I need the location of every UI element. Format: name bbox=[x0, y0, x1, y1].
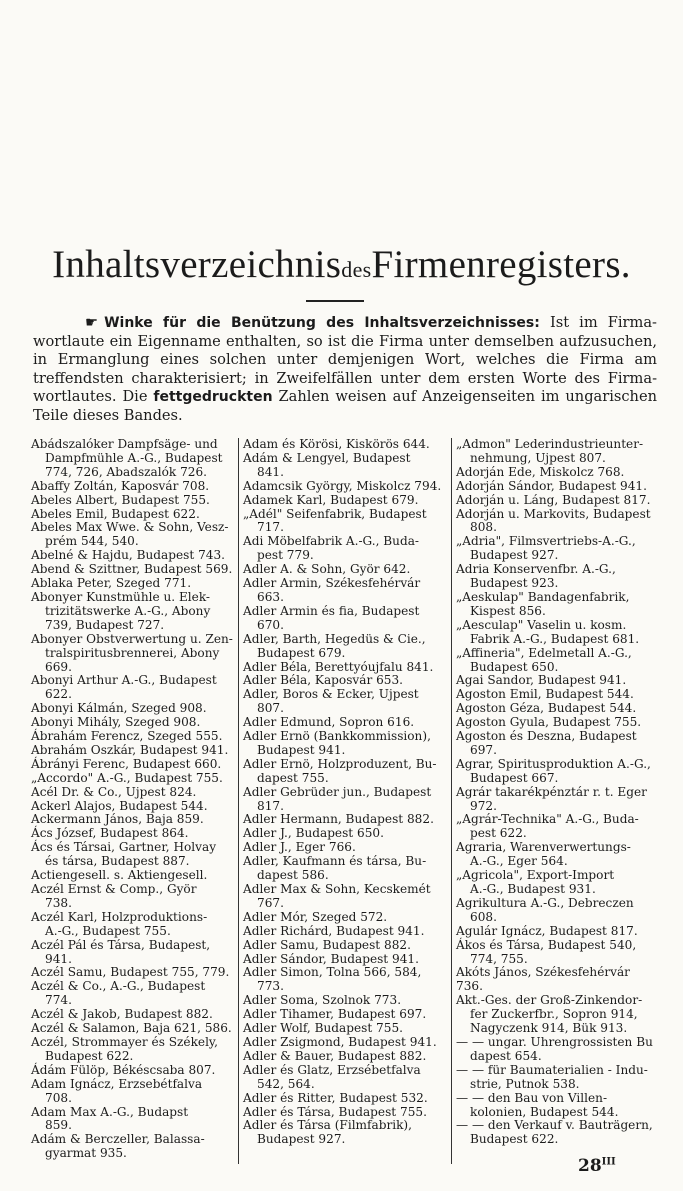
index-entry bbox=[243, 925, 447, 939]
index-entry bbox=[456, 508, 658, 536]
index-entry bbox=[31, 980, 235, 1008]
entry-continuation: 670. bbox=[257, 617, 284, 632]
index-entry bbox=[31, 911, 235, 939]
entry-continuation: Kispest 856. bbox=[470, 603, 546, 618]
entry-text: Adorján u. Láng, Budapest 817. bbox=[456, 492, 651, 507]
entry-continuation: 972. bbox=[470, 798, 497, 813]
index-entry bbox=[31, 1022, 235, 1036]
entry-continuation: dapest 586. bbox=[257, 868, 329, 883]
entry-text: „Aesculap" Vaselin u. kosm. bbox=[456, 617, 627, 632]
entry-text: Agrár takarékpénztár r. t. Eger bbox=[456, 784, 647, 799]
title-part-2: des bbox=[341, 257, 372, 282]
index-entry bbox=[456, 591, 658, 619]
entry-text: Agoston és Deszna, Budapest bbox=[456, 729, 637, 744]
index-entry bbox=[243, 605, 447, 633]
entry-text: Ackermann János, Baja 859. bbox=[31, 812, 204, 827]
usage-notes-line bbox=[33, 388, 657, 407]
entry-text: Abonyi Mihály, Szeged 908. bbox=[31, 715, 201, 730]
entry-text: Adler, Barth, Hegedüs & Cie., bbox=[243, 631, 426, 646]
entry-text: Aczél & Jakob, Budapest 882. bbox=[31, 1007, 213, 1022]
index-entry bbox=[456, 466, 658, 480]
index-entry bbox=[243, 1050, 447, 1064]
entry-text: Adler & Bauer, Budapest 882. bbox=[243, 1048, 427, 1063]
index-entry bbox=[243, 633, 447, 661]
index-entry bbox=[31, 883, 235, 911]
entry-continuation: pest 622. bbox=[470, 826, 527, 841]
index-entry bbox=[31, 716, 235, 730]
entry-text: Adler Ernö (Bankkommission), bbox=[243, 729, 431, 744]
entry-continuation: 717. bbox=[257, 520, 284, 535]
entry-continuation: Budapest 941. bbox=[257, 742, 346, 757]
pointing-hand-icon: ☛ bbox=[85, 314, 99, 331]
entry-text: — — für Baumaterialien - Indu- bbox=[456, 1062, 648, 1077]
entry-text: Acél Dr. & Co., Ujpest 824. bbox=[31, 784, 197, 799]
index-entry bbox=[456, 438, 658, 466]
entry-continuation: Budapest 622. bbox=[45, 1048, 134, 1063]
usage-notes-line: in Ermanglung eines solchen unter demjenigen Wort, welches die Firma am bbox=[33, 351, 657, 369]
entry-text: Adler Mór, Szeged 572. bbox=[243, 909, 388, 924]
entry-text: Adler J., Eger 766. bbox=[243, 840, 356, 855]
entry-text: Aczél Karl, Holzproduktions- bbox=[31, 909, 208, 924]
entry-continuation: Budapest 923. bbox=[470, 576, 559, 591]
entry-continuation: 808. bbox=[470, 520, 497, 535]
index-entry bbox=[243, 883, 447, 911]
column-divider bbox=[238, 438, 239, 1164]
index-entry bbox=[243, 688, 447, 716]
usage-notes-text: Ist im Firma- bbox=[549, 314, 657, 331]
index-entry bbox=[31, 633, 235, 675]
entry-text: Agoston Emil, Budapest 544. bbox=[456, 687, 634, 702]
entry-continuation: 941. bbox=[45, 951, 72, 966]
index-entry bbox=[243, 1022, 447, 1036]
entry-text: Adám & Berczeller, Balassa- bbox=[31, 1132, 205, 1147]
entry-continuation: 767. bbox=[257, 895, 284, 910]
entry-continuation: 807. bbox=[257, 701, 284, 716]
entry-continuation: 739, Budapest 727. bbox=[45, 617, 165, 632]
entry-text: Aczél Ernst & Comp., Györ bbox=[31, 882, 197, 896]
entry-continuation: dapest 755. bbox=[257, 770, 329, 785]
index-entry bbox=[31, 1064, 235, 1078]
entry-text: Adler Max & Sohn, Kecskemét bbox=[243, 882, 431, 896]
index-entry bbox=[243, 1036, 447, 1050]
index-entry bbox=[456, 786, 658, 814]
entry-text: Abonyi Arthur A.-G., Budapest bbox=[31, 673, 217, 688]
entry-text: Actiengesell. s. Aktiengesell. bbox=[31, 868, 208, 883]
entry-text: Akóts János, Székesfehérvár 736. bbox=[456, 965, 630, 994]
index-entry bbox=[456, 994, 658, 1036]
index-entry bbox=[243, 674, 447, 688]
entry-continuation: A.-G., Budapest 755. bbox=[45, 923, 171, 938]
entry-continuation: trizitätswerke A.-G., Abony bbox=[45, 603, 211, 618]
index-entry bbox=[31, 800, 235, 814]
entry-text: Abrahám Oszkár, Budapest 941. bbox=[31, 742, 229, 757]
entry-text: Ábrányi Ferenc, Budapest 660. bbox=[31, 756, 222, 771]
entry-continuation: 841. bbox=[257, 464, 284, 479]
page-number bbox=[578, 1156, 616, 1176]
index-entry bbox=[31, 563, 235, 577]
usage-notes-text: wortlautes. Die bbox=[33, 388, 148, 406]
index-entry bbox=[243, 577, 447, 605]
entry-text: Adler Soma, Szolnok 773. bbox=[243, 993, 402, 1008]
entry-continuation: Fabrik A.-G., Budapest 681. bbox=[470, 631, 640, 646]
index-entry bbox=[456, 494, 658, 508]
index-entry bbox=[456, 535, 658, 563]
entry-continuation: 774. bbox=[45, 993, 72, 1008]
index-entry bbox=[243, 480, 447, 494]
entry-text: Adler, Kaufmann és társa, Bu- bbox=[243, 854, 427, 869]
entry-text: Adler Béla, Berettyóujfalu 841. bbox=[243, 659, 434, 674]
usage-notes-line: wortlaute ein Eigenname enthalten, so ist die Firma unter demselben aufzusuchen, bbox=[33, 332, 657, 350]
entry-continuation: nehmung, Ujpest 807. bbox=[470, 450, 606, 465]
usage-notes bbox=[33, 314, 657, 426]
index-entry bbox=[31, 438, 235, 480]
entry-text: Abaffy Zoltán, Kaposvár 708. bbox=[31, 478, 210, 493]
entry-text: Aczél Samu, Budapest 755, 779. bbox=[31, 965, 230, 980]
entry-text: Adamcsik György, Miskolcz 794. bbox=[243, 478, 442, 493]
entry-text: Ács és Társai, Gartner, Holvay bbox=[31, 840, 217, 855]
entry-continuation: 859. bbox=[45, 1118, 72, 1133]
index-entry bbox=[31, 1036, 235, 1064]
entry-text: „Aeskulap" Bandagenfabrik, bbox=[456, 589, 630, 604]
entry-text: Abend & Szittner, Budapest 569. bbox=[31, 562, 233, 577]
entry-continuation: strie, Putnok 538. bbox=[470, 1076, 580, 1091]
index-entry bbox=[456, 897, 658, 925]
entry-text: „Accordo" A.-G., Budapest 755. bbox=[31, 770, 223, 785]
entry-text: Adler A. & Sohn, Györ 642. bbox=[243, 562, 411, 577]
entry-continuation: 817. bbox=[257, 798, 284, 813]
index-entry bbox=[243, 1092, 447, 1106]
index-entry bbox=[31, 521, 235, 549]
entry-text: Agrar, Spiritusproduktion A.-G., bbox=[456, 756, 651, 771]
page-number-suffix: III bbox=[601, 1156, 616, 1168]
index-entry bbox=[243, 786, 447, 814]
index-entry bbox=[243, 841, 447, 855]
entry-text: Abeles Albert, Budapest 755. bbox=[31, 492, 210, 507]
entry-text: Adler és Glatz, Erzsébetfalva bbox=[243, 1062, 421, 1077]
entry-continuation: gyarmat 935. bbox=[45, 1146, 127, 1161]
entry-text: Adler és Ritter, Budapest 532. bbox=[243, 1090, 428, 1105]
entry-text: Adorján Sándor, Budapest 941. bbox=[456, 478, 647, 493]
entry-continuation: A.-G., Eger 564. bbox=[470, 854, 568, 869]
entry-text: Abelné & Hajdu, Budapest 743. bbox=[31, 548, 225, 563]
index-entry bbox=[243, 994, 447, 1008]
index-entry bbox=[456, 480, 658, 494]
index-entry bbox=[31, 869, 235, 883]
index-entry bbox=[31, 1078, 235, 1106]
entry-text: — — ungar. Uhrengrossisten Bu bbox=[456, 1034, 653, 1049]
entry-text: Adria Konservenfbr. A.-G., bbox=[456, 562, 616, 577]
index-entry bbox=[31, 744, 235, 758]
entry-text: Adler J., Budapest 650. bbox=[243, 826, 384, 841]
index-entry bbox=[243, 508, 447, 536]
entry-text: Aczél & Co., A.-G., Budapest bbox=[31, 979, 206, 994]
index-entry bbox=[243, 855, 447, 883]
entry-continuation: 622. bbox=[45, 687, 72, 702]
entry-text: Agrikultura A.-G., Debreczen bbox=[456, 895, 634, 910]
entry-text: Abádszalóker Dampfsäge- und bbox=[31, 437, 218, 451]
index-entry bbox=[31, 591, 235, 633]
index-entry bbox=[456, 939, 658, 967]
index-entry bbox=[31, 939, 235, 967]
entry-continuation: 542, 564. bbox=[257, 1076, 315, 1091]
index-entry bbox=[243, 494, 447, 508]
index-entry bbox=[31, 1008, 235, 1022]
usage-notes-line: Teile dieses Bandes. bbox=[33, 406, 183, 424]
title-part-3: Firmenregisters. bbox=[371, 243, 631, 286]
entry-continuation: 774, 726, Abadszalók 726. bbox=[45, 464, 208, 479]
entry-text: „Adria", Filmsvertriebs-A.-G., bbox=[456, 534, 636, 549]
entry-continuation: Budapest 679. bbox=[257, 645, 346, 660]
entry-text: Adler Gebrüder jun., Budapest bbox=[243, 784, 432, 799]
entry-continuation: 608. bbox=[470, 909, 497, 924]
entry-text: Adler és Társa (Filmfabrik), bbox=[243, 1118, 412, 1133]
entry-continuation: és társa, Budapest 887. bbox=[45, 854, 190, 869]
index-entry bbox=[31, 772, 235, 786]
entry-text: Adorján Ede, Miskolcz 768. bbox=[456, 464, 625, 479]
entry-text: Ackerl Alajos, Budapest 544. bbox=[31, 798, 208, 813]
index-entry bbox=[243, 1008, 447, 1022]
entry-text: „Admon" Lederindustrieunter- bbox=[456, 437, 644, 451]
entry-continuation: Budapest 927. bbox=[257, 1132, 346, 1147]
usage-notes-text: Zahlen weisen auf Anzeigenseiten im ungarischen bbox=[278, 388, 657, 406]
entry-text: Agoston Gyula, Budapest 755. bbox=[456, 715, 642, 730]
entry-continuation: Budapest 927. bbox=[470, 548, 559, 563]
index-entry bbox=[243, 953, 447, 967]
index-entry bbox=[456, 1092, 658, 1120]
entry-continuation: Budapest 622. bbox=[470, 1132, 559, 1147]
entry-continuation: A.-G., Budapest 931. bbox=[470, 882, 596, 896]
index-entry bbox=[243, 966, 447, 994]
index-entry bbox=[456, 925, 658, 939]
entry-text: Abeles Max Wwe. & Sohn, Vesz- bbox=[31, 520, 229, 535]
entry-text: Adorján u. Markovits, Budapest bbox=[456, 506, 651, 521]
entry-text: „Agricola", Export-Import bbox=[456, 868, 615, 883]
index-entry bbox=[31, 966, 235, 980]
index-entry bbox=[243, 1106, 447, 1120]
entry-continuation: pest 779. bbox=[257, 548, 314, 563]
entry-text: Aczél & Salamon, Baja 621, 586. bbox=[31, 1021, 232, 1036]
entry-text: Adi Möbelfabrik A.-G., Buda- bbox=[243, 534, 420, 549]
index-entry bbox=[243, 716, 447, 730]
index-entry bbox=[243, 813, 447, 827]
index-entry bbox=[31, 480, 235, 494]
index-entry bbox=[456, 758, 658, 786]
index-entry bbox=[456, 702, 658, 716]
index-entry bbox=[243, 1064, 447, 1092]
entry-continuation: tralspiritusbrennerei, Abony bbox=[45, 645, 220, 660]
index-entry bbox=[456, 869, 658, 897]
index-column-1 bbox=[31, 438, 235, 1161]
index-entry bbox=[243, 758, 447, 786]
entry-text: Abonyer Obstverwertung u. Zen- bbox=[31, 631, 233, 646]
entry-continuation: Budapest 667. bbox=[470, 770, 559, 785]
index-entry bbox=[456, 841, 658, 869]
entry-continuation: 774, 755. bbox=[470, 951, 528, 966]
entry-text: Abeles Emil, Budapest 622. bbox=[31, 506, 200, 521]
index-entry bbox=[456, 1119, 658, 1147]
entry-text: Agoston Géza, Budapest 544. bbox=[456, 701, 637, 716]
index-entry bbox=[243, 827, 447, 841]
index-entry bbox=[31, 494, 235, 508]
column-divider bbox=[451, 438, 452, 1164]
bold-term: fettgedruckten bbox=[153, 389, 273, 406]
index-entry bbox=[31, 702, 235, 716]
entry-text: — — den Verkauf v. Bauträgern, bbox=[456, 1118, 653, 1133]
entry-text: Adler Hermann, Budapest 882. bbox=[243, 812, 434, 827]
entry-continuation: 773. bbox=[257, 979, 284, 994]
entry-text: Agulár Ignácz, Budapest 817. bbox=[456, 923, 638, 938]
entry-text: „Affineria", Edelmetall A.-G., bbox=[456, 645, 632, 660]
entry-text: Agraria, Warenverwertungs- bbox=[456, 840, 631, 855]
index-entry bbox=[31, 1133, 235, 1161]
usage-notes-line bbox=[33, 314, 657, 333]
entry-text: Akt.-Ges. der Groß-Zinkendor- bbox=[456, 993, 643, 1008]
entry-text: Ábrahám Ferencz, Szeged 555. bbox=[31, 729, 223, 744]
index-entry bbox=[31, 786, 235, 800]
entry-text: Abonyer Kunstmühle u. Elek- bbox=[31, 589, 211, 604]
entry-continuation: fer Zuckerfbr., Sopron 914, bbox=[470, 1007, 638, 1022]
entry-continuation: Dampfmühle A.-G., Budapest bbox=[45, 450, 223, 465]
index-entry bbox=[456, 563, 658, 591]
entry-continuation: 697. bbox=[470, 742, 497, 757]
entry-text: — — den Bau von Villen- bbox=[456, 1090, 608, 1105]
entry-text: Adler Zsigmond, Budapest 941. bbox=[243, 1034, 437, 1049]
entry-text: Adler Wolf, Budapest 755. bbox=[243, 1021, 403, 1036]
entry-text: Aczél, Strommayer és Székely, bbox=[31, 1034, 219, 1049]
index-entry bbox=[243, 1119, 447, 1147]
entry-text: Adler Sándor, Budapest 941. bbox=[243, 951, 419, 966]
entry-continuation: dapest 654. bbox=[470, 1048, 542, 1063]
entry-text: Adler Samu, Budapest 882. bbox=[243, 937, 411, 952]
entry-text: Adler Tihamer, Budapest 697. bbox=[243, 1007, 427, 1022]
entry-text: Adler és Társa, Budapest 755. bbox=[243, 1104, 427, 1119]
entry-text: „Agrár-Technika" A.-G., Buda- bbox=[456, 812, 639, 827]
entry-text: Adler Béla, Kaposvár 653. bbox=[243, 673, 404, 688]
index-entry bbox=[243, 730, 447, 758]
index-entry bbox=[456, 1036, 658, 1064]
entry-text: Adler, Boros & Ecker, Ujpest bbox=[243, 687, 419, 702]
index-entry bbox=[456, 674, 658, 688]
entry-text: Adler Simon, Tolna 566, 584, bbox=[243, 965, 422, 980]
index-entry bbox=[31, 1106, 235, 1134]
entry-text: Ádám Fülöp, Békéscsaba 807. bbox=[31, 1062, 216, 1077]
index-entry bbox=[456, 730, 658, 758]
index-entry bbox=[243, 452, 447, 480]
index-entry bbox=[456, 966, 658, 994]
entry-text: Ablaka Peter, Szeged 771. bbox=[31, 576, 192, 591]
page-number-main: 28 bbox=[578, 1156, 602, 1176]
index-entry bbox=[243, 535, 447, 563]
entry-text: Aczél Pál és Társa, Budapest, bbox=[31, 937, 211, 952]
entry-text: Adler Ernö, Holzproduzent, Bu- bbox=[243, 756, 437, 771]
entry-text: Abonyi Kálmán, Szeged 908. bbox=[31, 701, 207, 716]
entry-text: Ács József, Budapest 864. bbox=[31, 826, 189, 841]
entry-continuation: 663. bbox=[257, 589, 284, 604]
index-column-2 bbox=[243, 438, 447, 1147]
index-entry bbox=[456, 647, 658, 675]
index-entry bbox=[243, 438, 447, 452]
index-entry bbox=[31, 758, 235, 772]
entry-continuation: kolonien, Budapest 544. bbox=[470, 1104, 619, 1119]
entry-text: Adamek Karl, Budapest 679. bbox=[243, 492, 419, 507]
index-entry bbox=[456, 716, 658, 730]
index-entry bbox=[456, 813, 658, 841]
title-part-1: Inhaltsverzeichnis bbox=[52, 243, 342, 286]
entry-text: „Adél" Seifenfabrik, Budapest bbox=[243, 506, 427, 521]
entry-text: Ákos és Társa, Budapest 540, bbox=[456, 937, 637, 952]
entry-text: Adam Max A.-G., Budapst bbox=[31, 1104, 189, 1119]
entry-text: Adler Armin és fia, Budapest bbox=[243, 603, 420, 618]
entry-text: Adám & Lengyel, Budapest bbox=[243, 450, 411, 465]
index-entry bbox=[243, 911, 447, 925]
entry-text: Agai Sandor, Budapest 941. bbox=[456, 673, 627, 688]
entry-continuation: 669. bbox=[45, 659, 72, 674]
index-entry bbox=[31, 508, 235, 522]
entry-text: Adler Armin, Székesfehérvár bbox=[243, 576, 421, 591]
index-column-3 bbox=[456, 438, 658, 1147]
usage-notes-heading: Winke für die Benützung des Inhaltsverzeichnisses: bbox=[104, 315, 540, 331]
index-entry bbox=[31, 730, 235, 744]
index-entry bbox=[456, 688, 658, 702]
usage-notes-line: treffendsten charakterisiert; in Zweifelfällen unter dem ersten Worte des Firma- bbox=[33, 369, 657, 387]
entry-text: Adler Edmund, Sopron 616. bbox=[243, 715, 415, 730]
index-entry bbox=[456, 1064, 658, 1092]
index-entry bbox=[243, 661, 447, 675]
index-entry bbox=[456, 619, 658, 647]
entry-continuation: prém 544, 540. bbox=[45, 534, 139, 549]
entry-text: Adam és Körösi, Kiskörös 644. bbox=[243, 437, 430, 451]
index-entry bbox=[31, 674, 235, 702]
entry-continuation: 738. bbox=[45, 895, 72, 910]
entry-text: Adam Ignácz, Erzsebétfalva bbox=[31, 1076, 203, 1091]
index-entry bbox=[31, 549, 235, 563]
entry-continuation: 708. bbox=[45, 1090, 72, 1105]
index-entry bbox=[243, 939, 447, 953]
index-entry bbox=[243, 563, 447, 577]
page-title bbox=[0, 242, 683, 287]
entry-text: Adler Richárd, Budapest 941. bbox=[243, 923, 425, 938]
entry-continuation: Nagyczenk 914, Bük 913. bbox=[470, 1021, 628, 1036]
index-entry bbox=[31, 841, 235, 869]
title-rule bbox=[306, 300, 364, 302]
entry-continuation: Budapest 650. bbox=[470, 659, 559, 674]
index-entry bbox=[31, 577, 235, 591]
